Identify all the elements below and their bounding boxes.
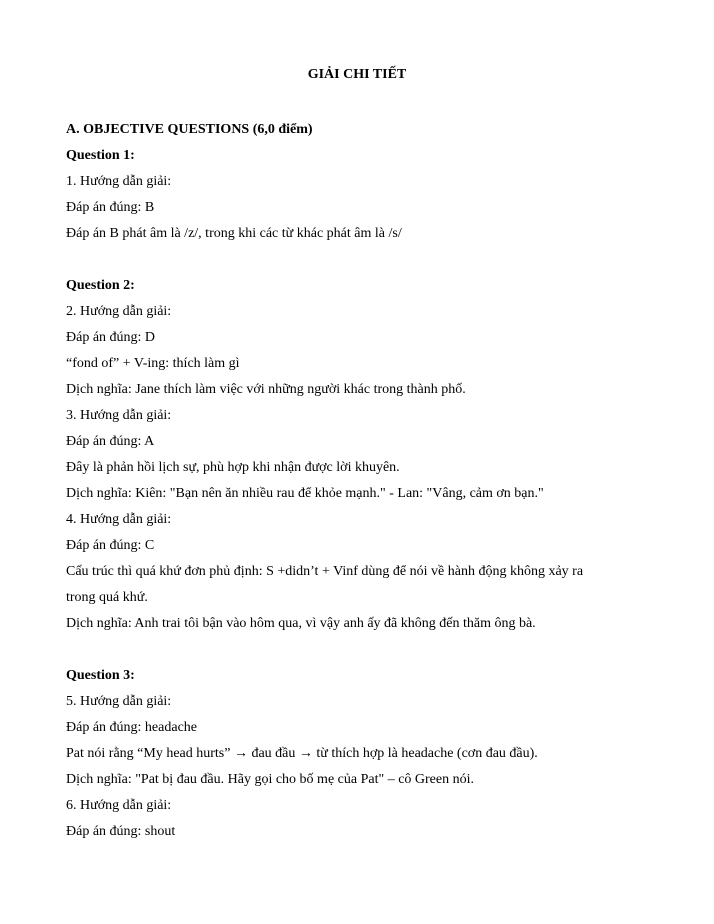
- item-4-structure-line-1: Cấu trúc thì quá khứ đơn phủ định: S +didn’t + Vinf dùng để nói về hành động không xảy ra: [66, 564, 584, 579]
- document-body: [66, 117, 656, 845]
- item-2-guide: 2. Hướng dẫn giải:: [66, 304, 172, 319]
- item-3-explanation: Đây là phản hồi lịch sự, phù hợp khi nhận được lời khuyên.: [66, 460, 400, 475]
- q1-explanation: Đáp án B phát âm là /z/, trong khi các từ khác phát âm là /s/: [66, 226, 402, 241]
- question-1-heading: Question 1:: [66, 148, 135, 163]
- q1-guide: 1. Hướng dẫn giải:: [66, 174, 172, 189]
- item-2-structure: “fond of” + V-ing: thích làm gì: [66, 356, 240, 371]
- item-4-guide: 4. Hướng dẫn giải:: [66, 512, 172, 527]
- item-3-answer: Đáp án đúng: A: [66, 434, 155, 449]
- item-2-translation: Dịch nghĩa: Jane thích làm việc với những người khác trong thành phố.: [66, 382, 466, 397]
- spacer: [66, 247, 656, 273]
- q1-answer: Đáp án đúng: B: [66, 200, 155, 215]
- item-6-guide: 6. Hướng dẫn giải:: [66, 798, 172, 813]
- item-6-answer: Đáp án đúng: shout: [66, 824, 176, 839]
- item-4-structure-line-2: trong quá khứ.: [66, 590, 148, 605]
- item-5-translation: Dịch nghĩa: "Pat bị đau đầu. Hãy gọi cho bố mẹ của Pat" – cô Green nói.: [66, 772, 474, 787]
- spacer: [66, 637, 656, 663]
- section-heading: A. OBJECTIVE QUESTIONS (6,0 điểm): [66, 122, 313, 137]
- item-4-answer: Đáp án đúng: C: [66, 538, 155, 553]
- question-2-heading: Question 2:: [66, 278, 135, 293]
- item-2-answer: Đáp án đúng: D: [66, 330, 156, 345]
- question-3-heading: Question 3:: [66, 668, 135, 683]
- item-4-translation: Dịch nghĩa: Anh trai tôi bận vào hôm qua, vì vậy anh ấy đã không đến thăm ông bà.: [66, 616, 536, 631]
- item-5-answer: Đáp án đúng: headache: [66, 720, 197, 735]
- document-title: GIẢI CHI TIẾT: [307, 67, 407, 82]
- item-5-explanation: Pat nói rằng “My head hurts” → đau đầu → từ thích hợp là headache (cơn đau đầu).: [66, 746, 538, 761]
- item-5-guide: 5. Hướng dẫn giải:: [66, 694, 172, 709]
- item-3-guide: 3. Hướng dẫn giải:: [66, 408, 172, 423]
- item-3-translation: Dịch nghĩa: Kiên: "Bạn nên ăn nhiều rau để khỏe mạnh." - Lan: "Vâng, cảm ơn bạn.": [66, 486, 544, 501]
